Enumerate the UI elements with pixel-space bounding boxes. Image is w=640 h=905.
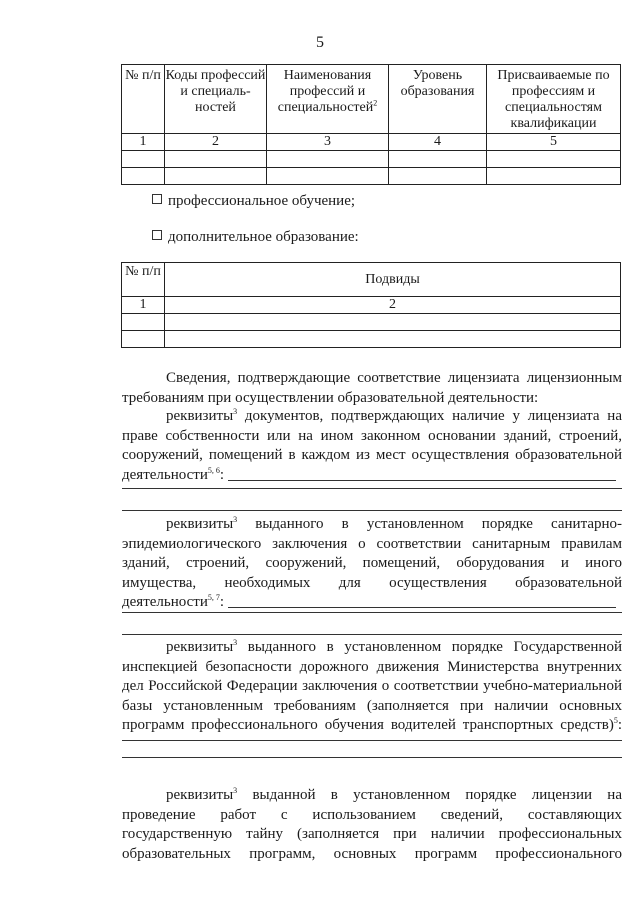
header-codes: Коды профессий и специаль-ностей [165, 65, 267, 134]
table-header-row [122, 263, 621, 297]
option-label: дополнительное образование: [168, 229, 359, 245]
table-number-row [122, 134, 621, 151]
table-cell[interactable] [267, 168, 389, 185]
table-row [122, 168, 621, 185]
subtypes-table [121, 262, 621, 348]
checkbox[interactable] [152, 230, 162, 240]
col-number: 5 [487, 134, 621, 151]
fill-line[interactable] [228, 607, 616, 608]
fill-line[interactable] [122, 488, 622, 489]
col-number: 3 [267, 134, 389, 151]
header-qualifications: Присваиваемые по профессиям и специальностям квалификации [487, 65, 621, 134]
col-number: 1 [122, 134, 165, 151]
table-cell[interactable] [122, 168, 165, 185]
table-cell[interactable] [487, 168, 621, 185]
table-cell[interactable] [389, 151, 487, 168]
table-number-row [122, 297, 621, 314]
requisites-traffic-police: реквизиты$^3$ выданного в установленном порядке Государственной инспекцией безопасности дорожного движения Министерства внутренних дел Российской Федерации заключения о соответствии учебно-материальной базы установленным требованиям (заполняется при наличии основных программ профессионального обучения водителей транспортных средств)$^5$: [122, 638, 622, 733]
fill-line[interactable] [122, 740, 622, 741]
professions-table [121, 64, 621, 185]
table-cell[interactable] [122, 331, 165, 348]
checkbox[interactable] [152, 194, 162, 204]
requisites-sanitary: реквизиты$^3$ выданного в установленном порядке санитарно- эпидемиологического заключения о соответствии санитарным правилам зданий, строений, сооружений, помещений, оборудования и иного имущества, необходимых для осуществления образовательной деятельности$^{5, 7}$: [122, 515, 622, 610]
header-number: № п/п [122, 65, 165, 134]
table-row [122, 314, 621, 331]
fill-line[interactable] [228, 480, 616, 481]
option-professional-training[interactable] [152, 192, 355, 210]
header-number: № п/п [122, 263, 165, 297]
table-cell[interactable] [165, 331, 621, 348]
table-cell[interactable] [389, 168, 487, 185]
table-row [122, 331, 621, 348]
option-additional-education[interactable] [152, 228, 359, 246]
fill-line[interactable] [122, 634, 622, 635]
option-label: профессиональное обучение; [168, 193, 356, 209]
col-number: 2 [165, 297, 621, 314]
requisites-premises: реквизиты$^3$ документов, подтверждающих наличие у лицензиата на праве собственности или на ином законном основании зданий, строений, сооружений, помещений в каждом из мест осуществления образовательной деятельности$^{5, 6}$: [122, 407, 622, 483]
footnote-ref: 2 [373, 98, 378, 108]
table-header-row [122, 65, 621, 134]
intro-paragraph: Сведения, подтверждающие соответствие лицензиата лицензионным требованиям при осуществлении образовательной деятельности: [122, 370, 622, 406]
table-cell[interactable] [487, 151, 621, 168]
table-cell[interactable] [267, 151, 389, 168]
table-cell[interactable] [122, 314, 165, 331]
page-number: 5 [316, 34, 324, 51]
fill-line[interactable] [122, 757, 622, 758]
fill-line[interactable] [122, 510, 622, 511]
table-cell[interactable] [165, 168, 267, 185]
col-number: 1 [122, 297, 165, 314]
fill-line[interactable] [122, 612, 622, 613]
col-number: 4 [389, 134, 487, 151]
table-cell[interactable] [165, 151, 267, 168]
header-level: Уровень образования [389, 65, 487, 134]
table-cell[interactable] [122, 151, 165, 168]
col-number: 2 [165, 134, 267, 151]
table-row [122, 151, 621, 168]
requisites-state-secret: реквизиты$^3$ выданной в установленном порядке лицензии на проведение работ с использованием сведений, составляющих государственную тайну (заполняется при наличии профессиональных образовательных программ, основных программ профессионального [122, 786, 622, 862]
table-cell[interactable] [165, 314, 621, 331]
header-subtypes: Подвиды [165, 263, 621, 297]
header-names: Наименования профессий и специальностей$^2$ [267, 65, 389, 134]
